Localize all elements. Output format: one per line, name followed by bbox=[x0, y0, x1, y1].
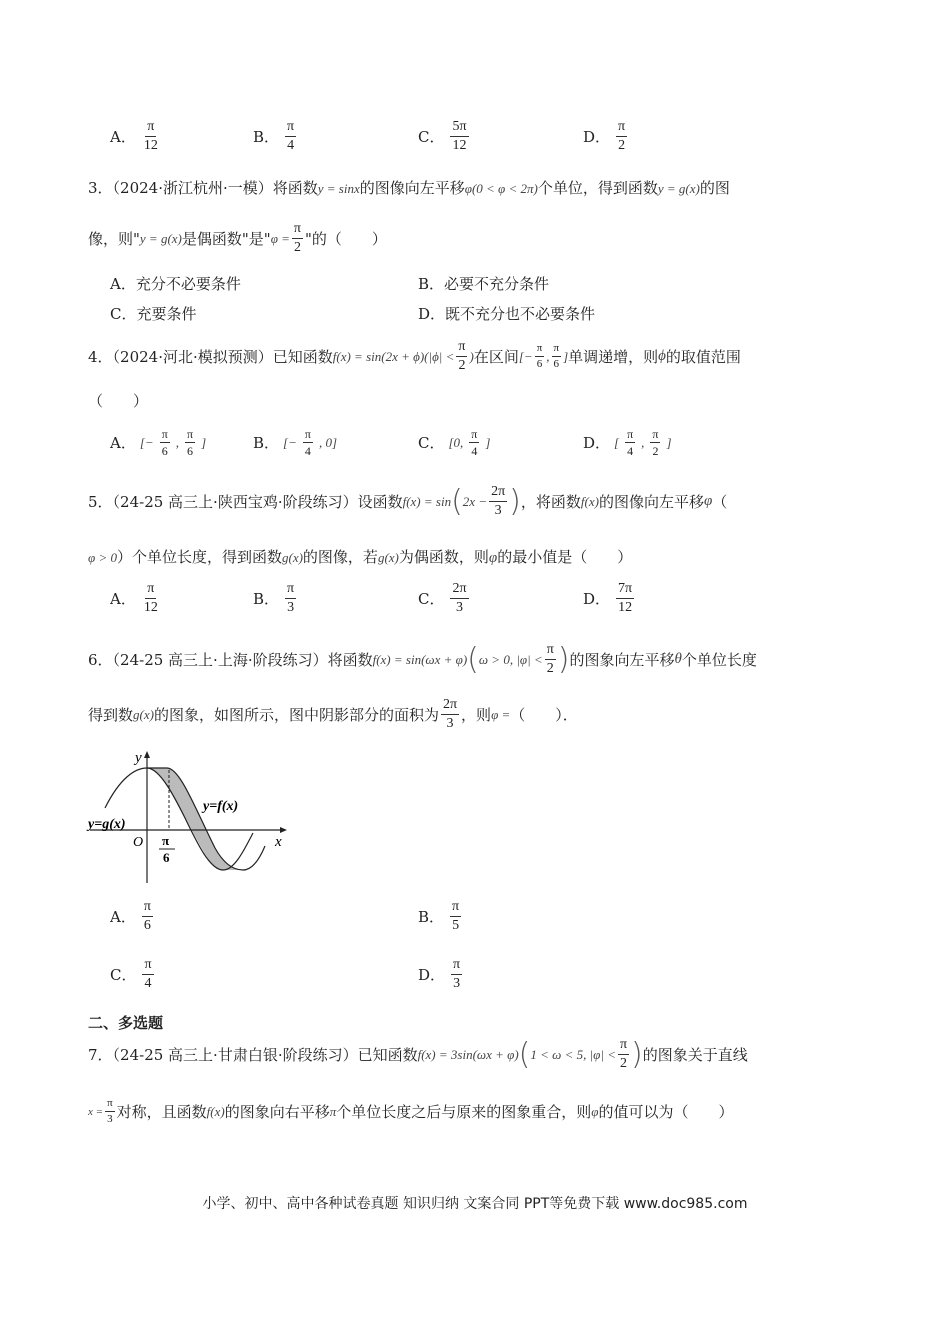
q3-option-a: A．充分不必要条件 bbox=[110, 275, 241, 293]
q2-option-a: A． $\frac{\pi}{12}$ bbox=[110, 119, 158, 153]
q5-line2: φ > 0）个单位长度，得到函数g(x)的图像，若g(x)为偶函数，则φ的最小值是（ ） bbox=[88, 548, 633, 566]
q4-line2: （ ） bbox=[88, 392, 149, 410]
x-axis-label: x bbox=[275, 834, 282, 850]
q6-option-a: A． $\frac{\pi}{6}$ bbox=[110, 899, 151, 933]
q3-option-b: B．必要不充分条件 bbox=[418, 275, 550, 293]
tick-den: 6 bbox=[163, 850, 170, 865]
q4-option-d: D． [ $\frac{\pi}{4}$ , $\frac{\pi}{2}$ ] bbox=[583, 427, 672, 458]
origin-label: O bbox=[133, 835, 144, 850]
q7-line2: x = $\frac{\pi}{3}$ 对称，且函数 f(x) 的图象向右平移 π 个单位长度之后与原来的图象重合，则 φ 的值可以为（ ） bbox=[88, 1097, 734, 1125]
q2-option-c: C． $\frac{5\pi}{12}$ bbox=[418, 119, 467, 153]
q6-option-c: C． $\frac{\pi}{4}$ bbox=[110, 957, 152, 991]
q5-option-c: C． $\frac{2\pi}{3}$ bbox=[418, 581, 467, 615]
q5-line1: 5．（24-25 高三上·陕西宝鸡·阶段练习）设函数 f(x) = sin ( 2x − $\frac{2\pi}{3}$ ) ，将函数 f(x) 的图像向左平移 φ （ bbox=[88, 483, 728, 519]
f-label: y=f(x) bbox=[203, 799, 239, 814]
section-title: 二、多选题 bbox=[88, 1014, 164, 1032]
q3-line1: 3．（2024·浙江杭州·一模）将函数y = sinx的图像向左平移φ(0 < φ < 2π)个单位，得到函数y = g(x)的图 bbox=[88, 179, 730, 197]
shaded-region bbox=[147, 768, 243, 870]
q4-option-c: C． [0, $\frac{\pi}{4}$ ] bbox=[418, 427, 491, 458]
q4-option-b: B． [− $\frac{\pi}{4}$ , 0] bbox=[253, 427, 337, 458]
q6-option-b: B． $\frac{\pi}{5}$ bbox=[418, 899, 460, 933]
q4-line1: 4．（2024·河北·模拟预测）已知函数 f(x) = sin(2x + ϕ)(|ϕ| < $\frac{\pi}{2}$ ) 在区间 [− $\frac{\pi}{6}$ , $\frac{\pi}{6}$ ] 单调递增，则 ϕ 的取值范围 bbox=[88, 339, 741, 373]
q6-option-d: D． $\frac{\pi}{3}$ bbox=[418, 957, 461, 991]
q5-option-d: D． $\frac{7\pi}{12}$ bbox=[583, 581, 633, 615]
q7-line1: 7．（24-25 高三上·甘肃白银·阶段练习）已知函数 f(x) = 3sin(ωx + φ) ( 1 < ω < 5, |φ| < $\frac{\pi}{2}$ ) 的图象关于直线 bbox=[88, 1036, 748, 1072]
q6-line2: 得到数 g(x) 的图象，如图所示，图中阴影部分的面积为 $\frac{2\pi}{3}$ ，则 φ = （ ）． bbox=[88, 697, 578, 731]
q3-option-d: D．既不充分也不必要条件 bbox=[418, 305, 596, 323]
q2-option-b: B． $\frac{\pi}{4}$ bbox=[253, 119, 295, 153]
y-axis-label: y bbox=[135, 750, 142, 766]
q6-line1: 6．（24-25 高三上·上海·阶段练习）将函数 f(x) = sin(ωx + φ) ( ω > 0, |φ| < $\frac{\pi}{2}$ ) 的图象向左平移 θ 个单位长度 bbox=[88, 641, 757, 677]
q2-option-d: D． $\frac{\pi}{2}$ bbox=[583, 119, 626, 153]
q3-option-c: C．充要条件 bbox=[110, 305, 197, 323]
q5-option-b: B． $\frac{\pi}{3}$ bbox=[253, 581, 295, 615]
g-label: y=g(x) bbox=[88, 817, 126, 832]
tick-num: π bbox=[162, 833, 170, 848]
q4-option-a: A． [− $\frac{\pi}{6}$ , $\frac{\pi}{6}$ ] bbox=[110, 427, 207, 458]
q5-option-a: A． $\frac{\pi}{12}$ bbox=[110, 581, 158, 615]
footer: 小学、初中、高中各种试卷真题 知识归纳 文案合同 PPT等免费下载 www.doc985.com bbox=[202, 1196, 748, 1212]
q6-figure bbox=[85, 748, 295, 888]
q3-line2: 像，则" y = g(x) 是偶函数"是" φ = $\frac{\pi}{2}$ "的（ ） bbox=[88, 221, 387, 255]
